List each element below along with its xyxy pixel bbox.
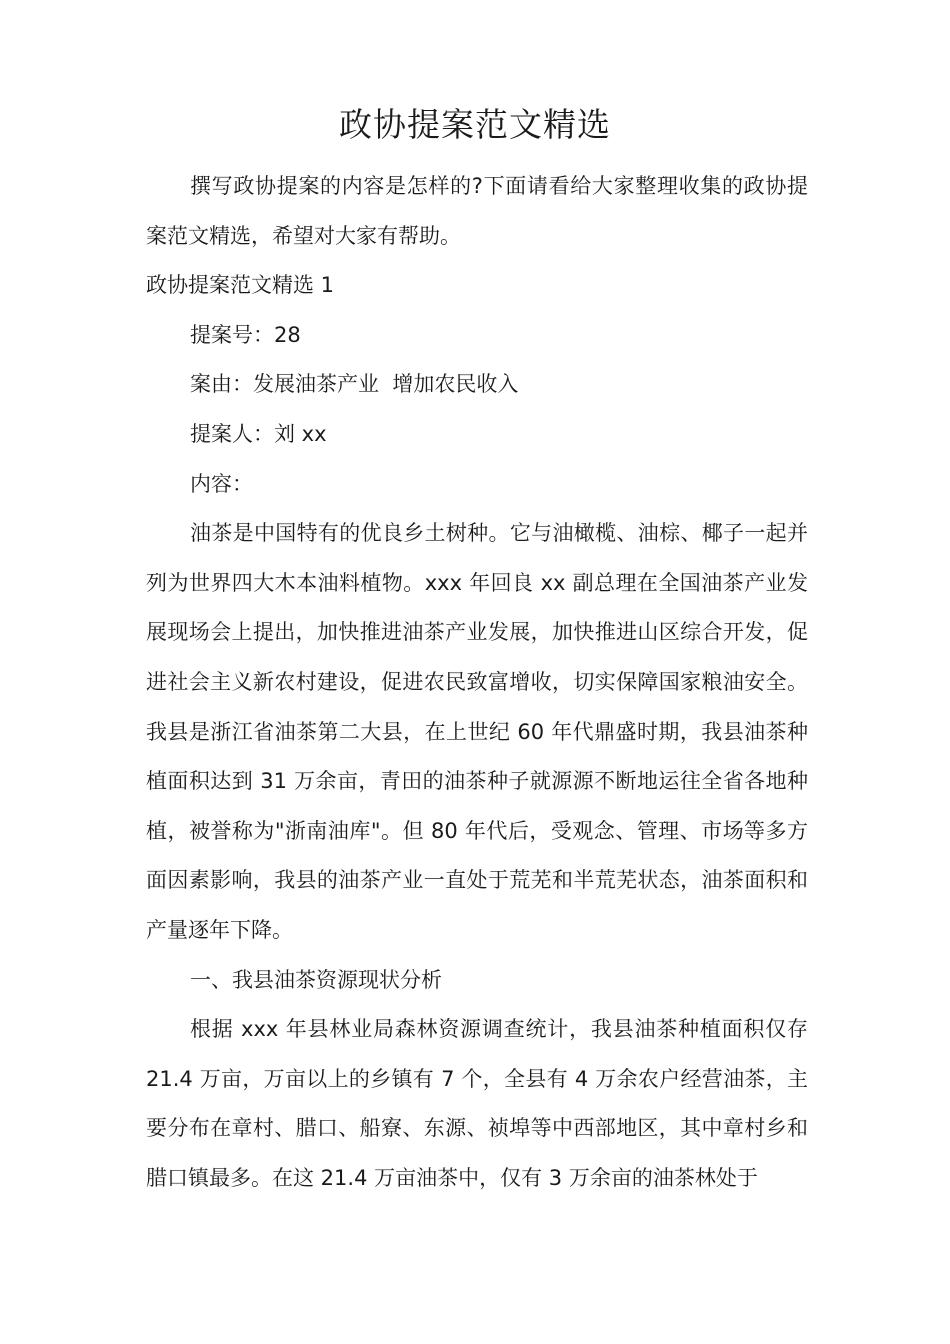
document-body bbox=[146, 162, 808, 1203]
content-label: 内容： bbox=[190, 471, 253, 496]
subsection-heading: 一、我县油茶资源现状分析 bbox=[190, 967, 442, 992]
proposal-author: 提案人：刘 xx bbox=[190, 421, 327, 446]
body-paragraph: 根据 xxx 年县林业局森林资源调查统计，我县油茶种植面积仅存 21.4 万亩，万亩以上的乡镇有 7 个，全县有 4 万余农户经营油茶，主要分布在章村、腊口、船寮、东源、祯埠等中西部地区，其中章村乡和腊口镇最多。在这 21.4 万亩油茶中，仅有 3 万余亩的油茶林处于 bbox=[146, 1017, 808, 1190]
proposal-number: 提案号：28 bbox=[190, 322, 301, 347]
section-heading: 政协提案范文精选 1 bbox=[146, 273, 335, 298]
proposal-subject: 案由：发展油茶产业 增加农民收入 bbox=[190, 372, 519, 397]
document-title: 政协提案范文精选 bbox=[339, 105, 611, 144]
body-paragraph: 油茶是中国特有的优良乡土树种。它与油橄榄、油棕、椰子一起并列为世界四大木本油料植物。xxx 年回良 xx 副总理在全国油茶产业发展现场会上提出，加快推进油茶产业发展，加快推进山区综合开发，促进社会主义新农村建设，促进农民致富增收，切实保障国家粮油安全。我县是浙江省油茶第二大县，在上世纪 60 年代鼎盛时期，我县油茶种植面积达到 31 万余亩，青田的油茶种子就源源不断地运往全省各地种植，被誉称为"浙南油库"。但 80 年代后，受观念、管理、市场等多方面因素影响，我县的油茶产业一直处于荒芜和半荒芜状态，油茶面积和产量逐年下降。 bbox=[146, 521, 808, 942]
intro-paragraph: 撰写政协提案的内容是怎样的?下面请看给大家整理收集的政协提案范文精选，希望对大家有帮助。 bbox=[146, 174, 808, 248]
